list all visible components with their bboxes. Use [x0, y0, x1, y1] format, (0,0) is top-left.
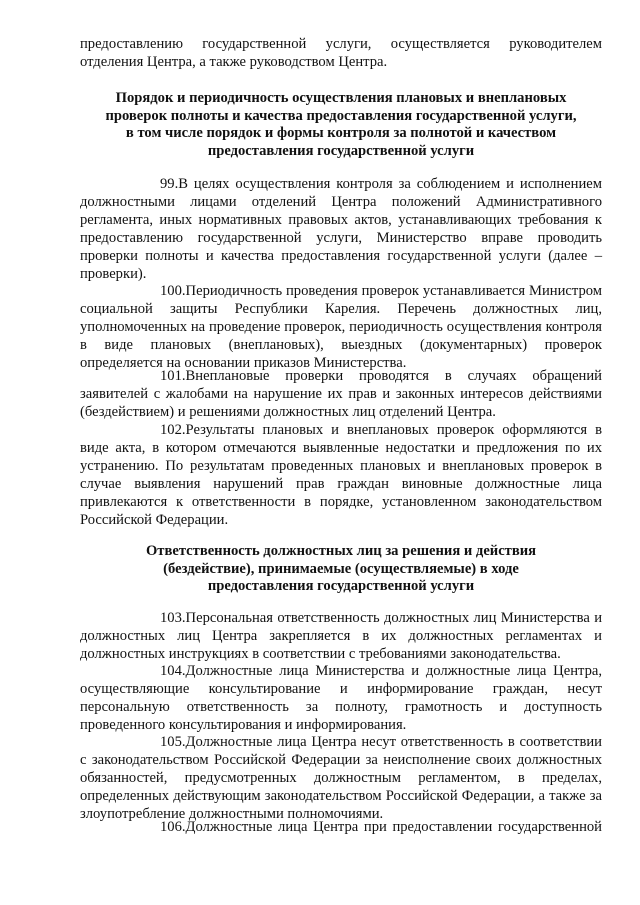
- paragraph-number: 102.: [160, 422, 186, 438]
- paragraph-text: Должностные лица Центра при предоставлении государственной: [185, 819, 602, 835]
- paragraph-number: 103.: [160, 610, 186, 626]
- heading-line: предоставления государственной услуги: [207, 142, 475, 159]
- paragraph-99: [80, 176, 602, 283]
- paragraph-text: Периодичность проведения проверок устанавливается Министром социальной защиты Республики Карелия. Перечень должностных лиц, уполномоченных на проведение проверок, периодичность осуществления контроля в виде плановых (внеплановых), выездных (документарных) проверок определяется на основании приказов Министерства.: [80, 283, 602, 371]
- paragraph-104: [80, 663, 602, 735]
- paragraph-100: [80, 283, 602, 373]
- heading-line: Ответственность должностных лиц за решения и действия: [145, 543, 537, 559]
- heading-line: Порядок и периодичность осуществления плановых и внеплановых: [115, 90, 567, 106]
- intro-text: [80, 36, 602, 72]
- paragraph-text: В целях осуществления контроля за соблюдением и исполнением должностными лицами отделений Центра положений Административного регламента, иных нормативных правовых актов, устанавливающих требования к предоставлению государственной услуги, Министерство вправе проводить проверки полноты и качества предоставления государственной услуги (далее – проверки).: [80, 176, 602, 282]
- heading-line: предоставления государственной услуги: [207, 578, 475, 595]
- paragraph-text: Результаты плановых и внеплановых проверок оформляются в виде акта, в котором отмечаются выявленные недостатки и предложения по их устранению. По результатам проведенных плановых и внеплановых проверок в случае выявления нарушений прав граждан виновные должностные лица привлекаются к ответственности в порядке, установленном законодательством Российской Федерации.: [80, 422, 602, 528]
- paragraph-text: Внеплановые проверки проводятся в случаях обращений заявителей с жалобами на нарушение их прав и законных интересов действиями (бездействием) и решениями должностных лиц отделений Центра.: [80, 368, 602, 420]
- paragraph-number: 104.: [160, 663, 186, 679]
- paragraph-number: 101.: [160, 368, 186, 384]
- intro-line: отделения Центра, а также руководством Центра.: [80, 53, 388, 70]
- intro-line: предоставлению государственной услуги, осуществляется руководителем: [80, 36, 602, 52]
- heading-line: проверок полноты и качества предоставления государственной услуги,: [105, 107, 577, 124]
- paragraph-number: 106.: [160, 819, 186, 835]
- paragraph-106: [80, 819, 602, 837]
- paragraph-101: [80, 368, 602, 422]
- paragraph-text: Должностные лица Министерства и должностные лица Центра, осуществляющие консультирование и информирование граждан, несут персональную ответственность за полноту, грамотность и доступность проведенного консультирования и информирования.: [80, 663, 602, 733]
- paragraph-102: [80, 422, 602, 529]
- heading-line: (бездействие), принимаемые (осуществляемые) в ходе: [163, 560, 519, 577]
- paragraph-103: [80, 610, 602, 664]
- section-heading-inspections: [80, 90, 602, 160]
- paragraph-text: Персональная ответственность должностных лиц Министерства и должностных лиц Центра закрепляется в их должностных регламентах и должностных инструкциях в соответствии с требованиями законодательства.: [80, 610, 602, 662]
- heading-line: в том числе порядок и формы контроля за полнотой и качеством: [125, 125, 557, 142]
- paragraph-105: [80, 734, 602, 824]
- section-heading-responsibility: [80, 543, 602, 596]
- paragraph-number: 100.: [160, 283, 186, 299]
- paragraph-number: 105.: [160, 734, 186, 750]
- paragraph-number: 99.: [160, 176, 179, 192]
- paragraph-text: Должностные лица Центра несут ответственность в соответствии с законодательством Российской Федерации за неисполнение своих должностных обязанностей, предусмотренных должностным регламентом, в пределах, определенных действующим законодательством Российской Федерации, а также за злоупотребление должностными полномочиями.: [80, 734, 602, 822]
